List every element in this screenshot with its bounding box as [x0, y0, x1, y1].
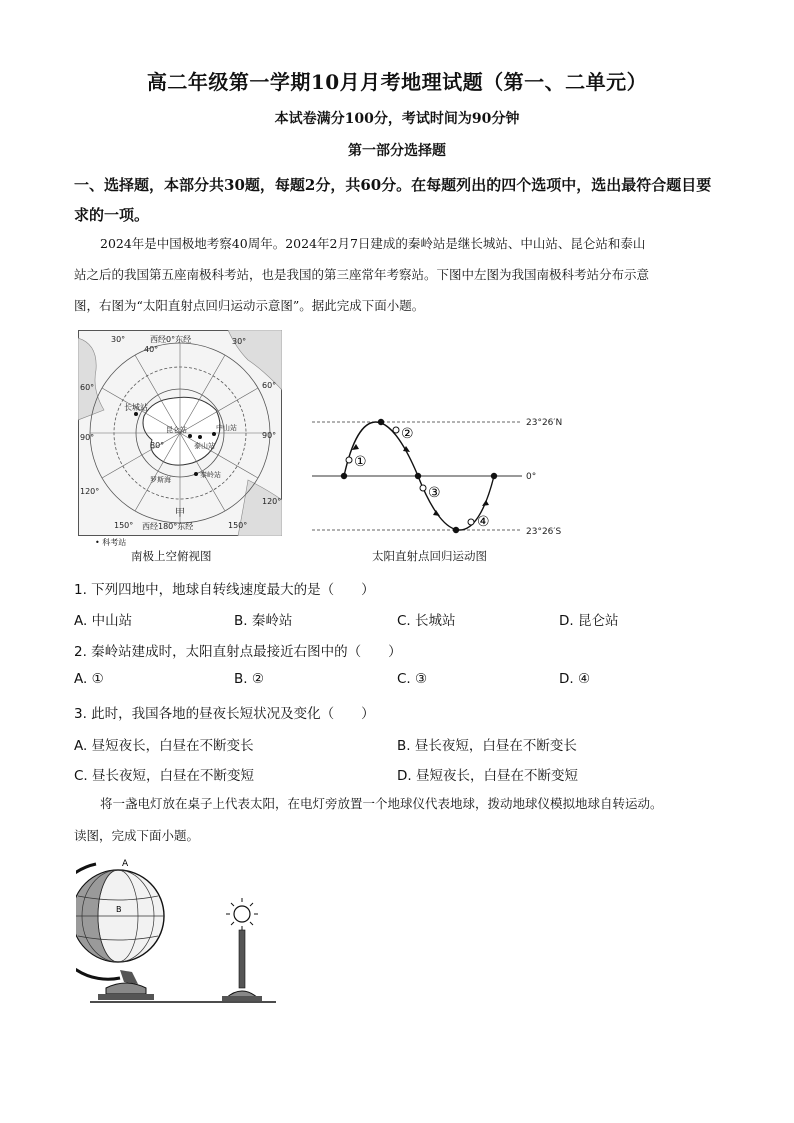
passage1-line1: 2024年是中国极地考察40周年。2024年2月7日建成的秦岭站是继长城站、中山站、昆仑站和泰山	[100, 236, 646, 251]
question-1-stem: 1. 下列四地中，地球自转线速度最大的是（ ）	[74, 582, 375, 598]
antarctic-map-figure	[78, 330, 282, 536]
globe-label-b: B	[116, 905, 122, 914]
position-4-label: ④	[477, 514, 490, 530]
position-2-label: ②	[401, 426, 414, 442]
q1-option-b[interactable]: B. 秦岭站	[234, 613, 293, 629]
map-label-taishan: 泰山站	[194, 442, 215, 450]
map-label-top: 西经0°东经	[150, 335, 192, 344]
map-label-w90: 90°	[80, 433, 95, 442]
position-2-point	[393, 427, 399, 433]
station-taishan	[198, 435, 202, 439]
q3-option-b[interactable]: B. 昼长夜短，白昼在不断变长	[397, 738, 577, 754]
q1-option-c[interactable]: C. 长城站	[397, 613, 456, 629]
q2-option-a[interactable]: A. ①	[74, 671, 104, 687]
lamp-stand	[222, 930, 262, 1001]
map-label-lat60l: 60°	[80, 383, 95, 392]
map-label-bottom: 西经180°东经	[142, 522, 194, 531]
q2-option-d[interactable]: D. ④	[559, 671, 591, 687]
position-1-label: ①	[354, 454, 367, 470]
page-title: 高二年级第一学期10月月考地理试题（第一、二单元）	[146, 70, 648, 94]
map-label-lat30b: 30°	[232, 337, 247, 346]
globe-lamp-figure	[76, 852, 280, 1008]
section-heading: 一、选择题，本部分共30题，每题2分，共60分。在每题列出的四个选项中，选出最符合题目要求的一项。	[74, 176, 712, 224]
question-2-stem: 2. 秦岭站建成时，太阳直射点最接近右图中的（ ）	[74, 644, 402, 660]
passage2-line2: 读图，完成下面小题。	[74, 828, 200, 843]
map-label-lat40: 40°	[144, 345, 159, 354]
q2-option-c[interactable]: C. ③	[397, 671, 428, 687]
map-label-e90: 90°	[262, 431, 277, 440]
sun-migration-caption: 太阳直射点回归运动图	[372, 549, 487, 563]
map-label-ross-sea: 罗斯海	[150, 476, 171, 484]
map-label-kunlun: 昆仑站	[166, 426, 187, 434]
station-qinling	[194, 472, 198, 476]
part-title: 第一部分选择题	[348, 143, 446, 159]
q2-option-b[interactable]: B. ②	[234, 671, 264, 687]
station-kunlun	[188, 434, 192, 438]
q3-option-a[interactable]: A. 昼短夜长，白昼在不断变长	[74, 738, 254, 754]
map-label-changcheng: 长城站	[124, 403, 148, 412]
lamp-sun	[226, 898, 258, 930]
passage1-line2: 站之后的我国第五座南极科考站，也是我国的第三座常年考察站。下图中左图为我国南极科考站分布示意	[74, 267, 650, 282]
map-label-e150: 150°	[228, 521, 248, 530]
label-north-tropic: 23°26′N	[526, 418, 563, 428]
map-label-zhongshan: 中山站	[216, 424, 237, 432]
map-legend: • 科考站	[95, 538, 127, 547]
position-1-point	[346, 457, 352, 463]
map-label-lat30a: 30°	[111, 335, 126, 344]
question-3-stem: 3. 此时，我国各地的昼夜长短状况及变化（ ）	[74, 706, 375, 722]
q3-option-d[interactable]: D. 昼短夜长，白昼在不断变短	[397, 768, 578, 784]
label-south-tropic: 23°26′S	[526, 527, 562, 537]
map-label-w120: 120°	[80, 487, 100, 496]
map-label-e120: 120°	[262, 497, 282, 506]
position-3-point	[420, 485, 426, 491]
globe-label-a: A	[122, 859, 129, 869]
map-label-qinling: 秦岭站	[200, 471, 221, 479]
map-caption: 南极上空俯视图	[131, 549, 212, 563]
label-equator: 0°	[526, 472, 537, 482]
globe	[76, 859, 164, 1000]
q3-option-c[interactable]: C. 昼长夜短，白昼在不断变短	[74, 768, 255, 784]
q1-option-d[interactable]: D. 昆仑站	[559, 613, 619, 629]
station-changcheng	[134, 412, 138, 416]
station-zhongshan	[212, 432, 216, 436]
position-3-label: ③	[428, 485, 441, 501]
passage2-line1: 将一盏电灯放在桌子上代表太阳，在电灯旁放置一个地球仪代表地球，拨动地球仪模拟地球自转运动。	[100, 796, 663, 811]
passage1-line3: 图，右图为“太阳直射点回归运动示意图”。据此完成下面小题。	[74, 298, 425, 313]
sun-migration-figure	[306, 404, 582, 544]
map-label-lat80: 80°	[150, 441, 165, 450]
map-label-lat60r: 60°	[262, 381, 277, 390]
map-label-w150: 150°	[114, 521, 134, 530]
map-label-jia: 甲	[175, 508, 185, 519]
q1-option-a[interactable]: A. 中山站	[74, 613, 133, 629]
position-4-point	[468, 519, 474, 525]
exam-info: 本试卷满分100分，考试时间为90分钟	[274, 111, 520, 127]
